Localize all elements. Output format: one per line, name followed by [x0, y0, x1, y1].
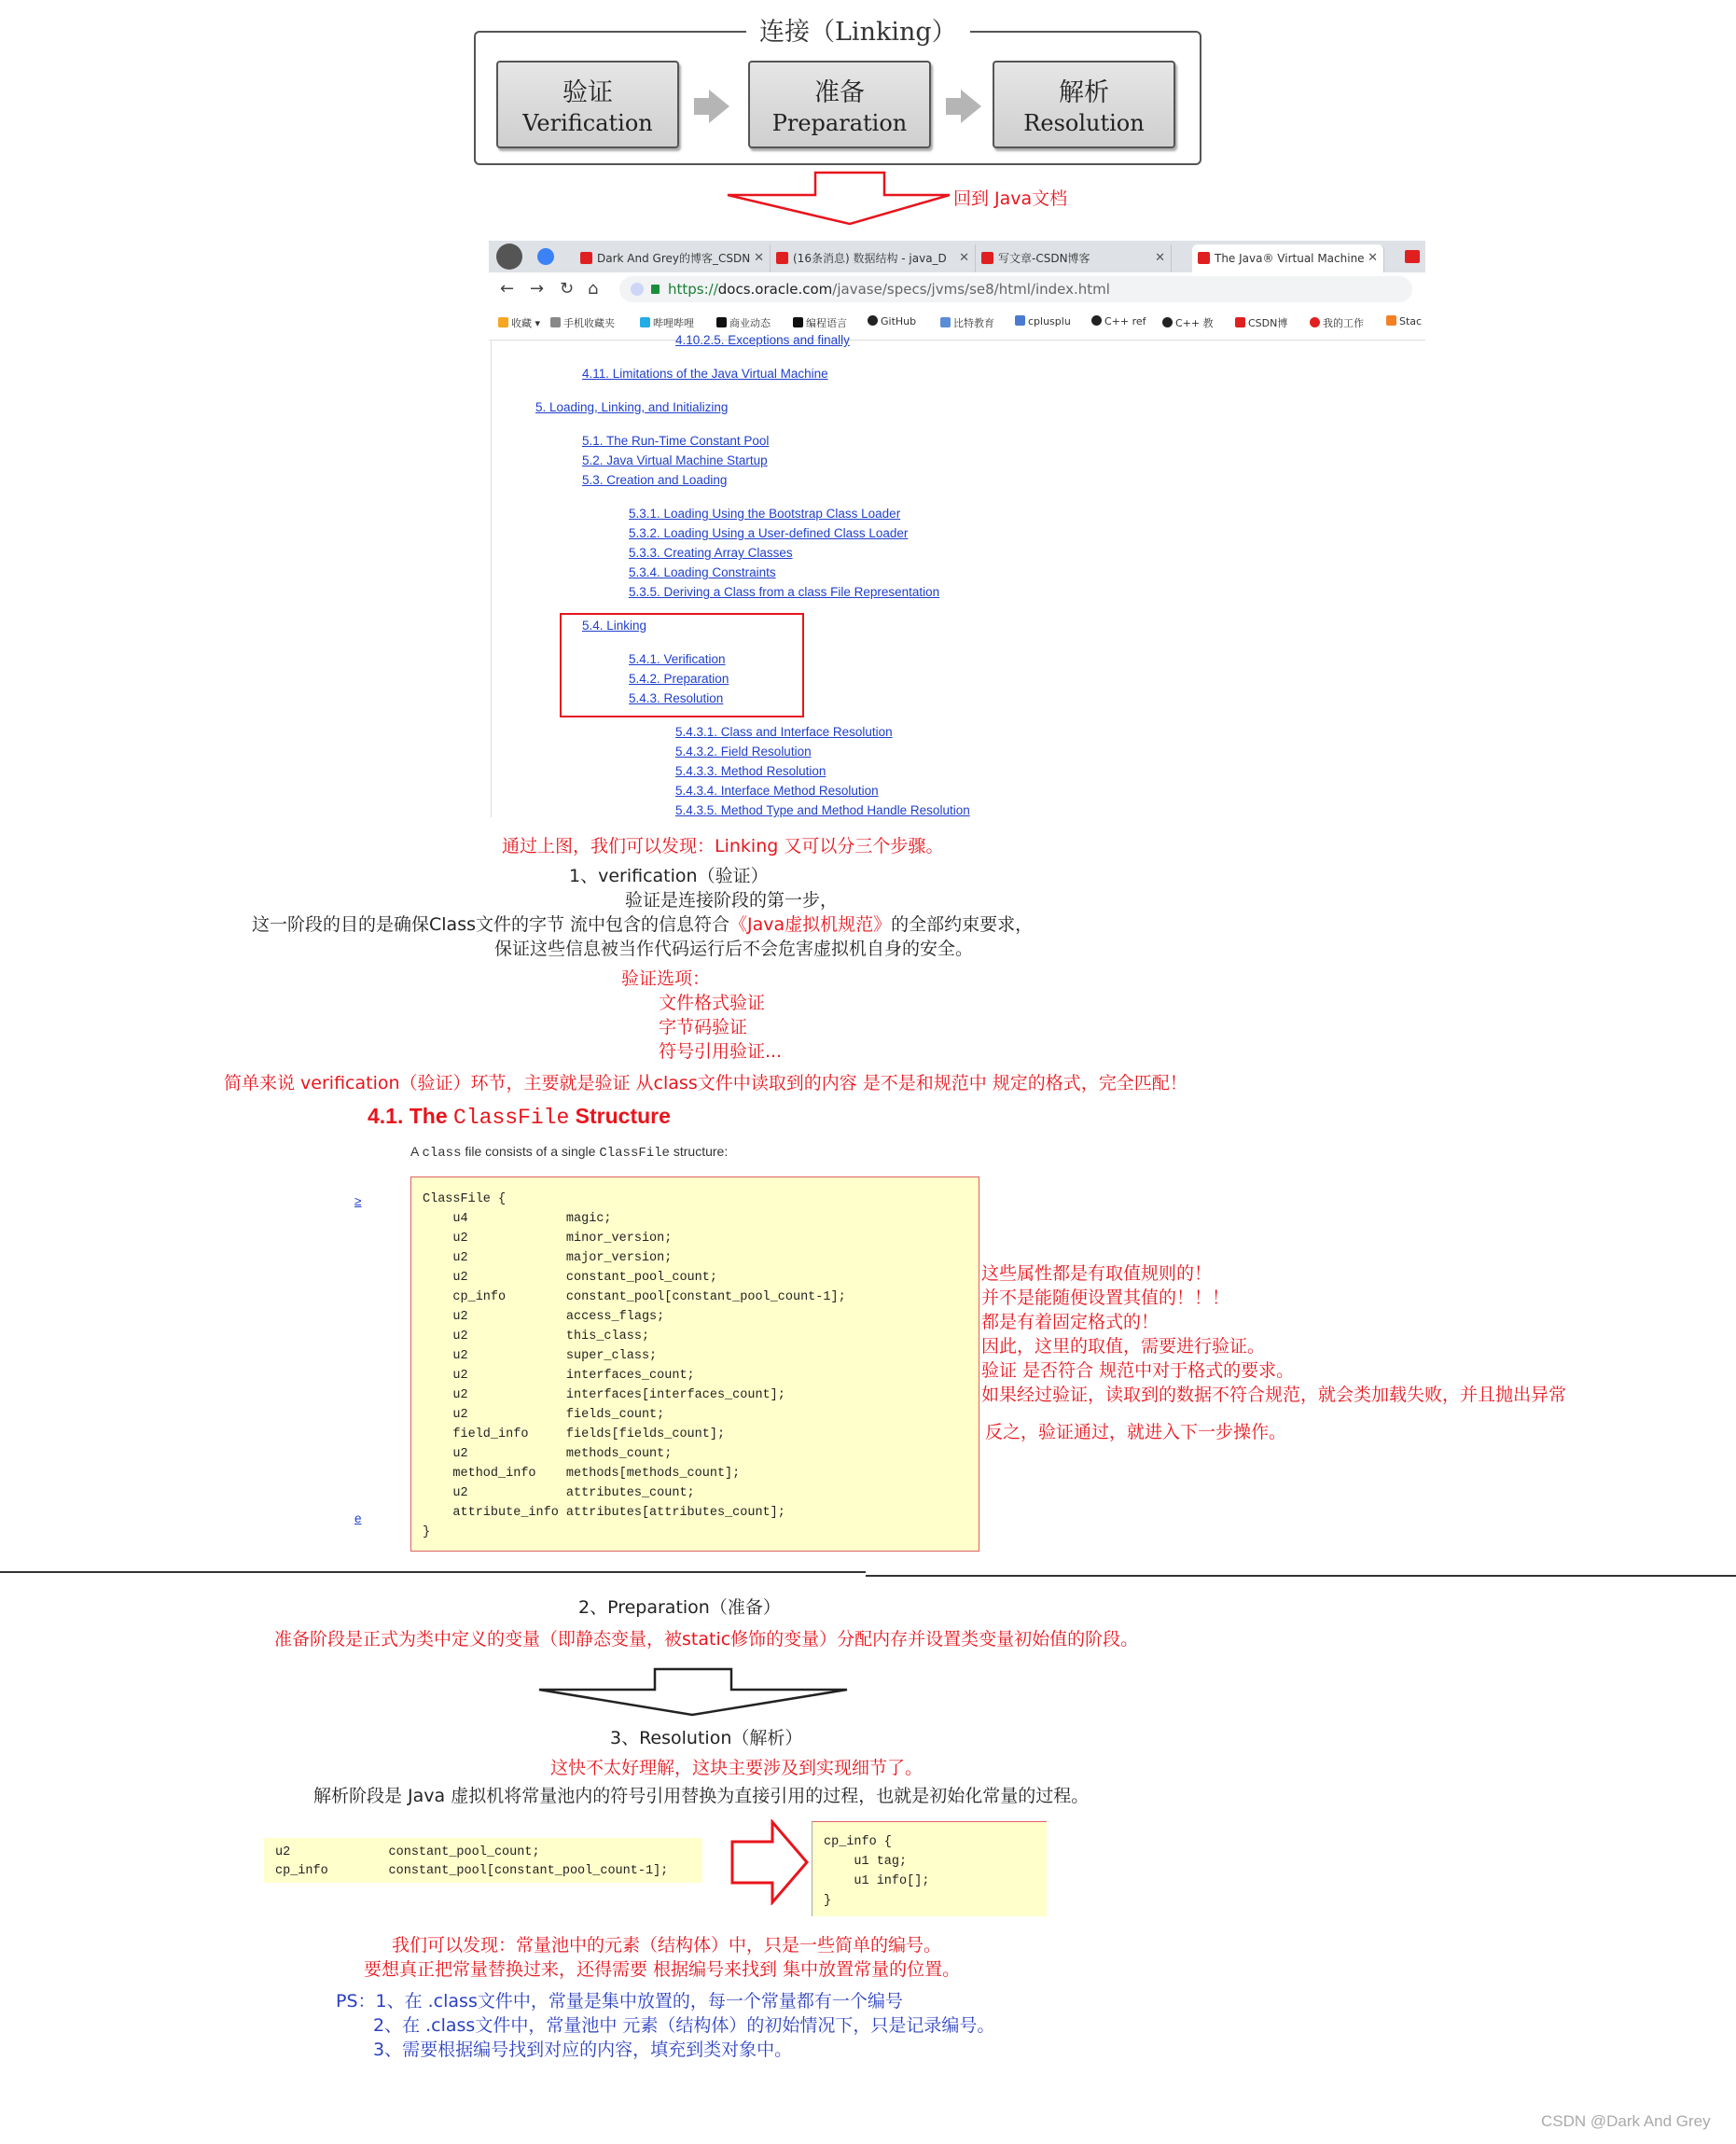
- tab-bar: [489, 241, 1425, 272]
- bookmark-label: 商业动态: [729, 317, 771, 329]
- title-part: 4.1. The: [368, 1104, 454, 1128]
- star-icon: [498, 317, 508, 327]
- toc-link[interactable]: 5.4.3.3. Method Resolution: [675, 764, 826, 778]
- nav-bar: [489, 272, 1425, 306]
- bookmark-label: 收藏: [511, 317, 532, 329]
- section-divider: [0, 1571, 866, 1573]
- code-line: u2 interfaces_count;: [423, 1369, 695, 1383]
- desc-part: A: [410, 1144, 423, 1159]
- bookmark-label: Stac: [1399, 315, 1423, 327]
- toc-link-preparation[interactable]: 5.4.2. Preparation: [629, 672, 729, 686]
- bit-icon: [940, 317, 951, 327]
- back-to-docs-note: 回到 Java文档: [953, 188, 1068, 209]
- oracle-favicon-icon: [1198, 252, 1210, 264]
- bookmark-item[interactable]: [1310, 315, 1364, 330]
- bookmark-item[interactable]: 收藏 ▾: [498, 315, 540, 330]
- toc-link[interactable]: 5.3. Creation and Loading: [582, 473, 728, 487]
- line2-part: 的全部约束要求，: [891, 914, 1034, 935]
- bookmarks-bar: [489, 306, 1425, 341]
- classfile-note: 因此，这里的取值，需要进行验证。: [981, 1336, 1266, 1357]
- stage-arrow-icon: [946, 90, 981, 123]
- desc-part: structure:: [669, 1144, 729, 1159]
- code-line: }: [824, 1894, 832, 1908]
- cppref-icon: [1162, 317, 1173, 327]
- classfile-note: 都是有着固定格式的！: [981, 1312, 1160, 1332]
- bookmark-label: cplusplu: [1028, 315, 1071, 327]
- linking-intro: 通过上图，我们可以发现：Linking 又可以分三个步骤。: [502, 836, 944, 856]
- code-line: field_info fields[fields_count];: [423, 1427, 726, 1441]
- oracle-favicon-icon[interactable]: [1405, 250, 1420, 263]
- bookmark-label: C++ 教: [1175, 317, 1214, 329]
- classfile-section-title: [368, 1104, 671, 1130]
- bookmark-label: 编程语言: [806, 317, 847, 329]
- stage-preparation-en: Preparation: [771, 110, 908, 136]
- csdn-favicon-icon: [580, 252, 592, 264]
- code-line: cp_info constant_pool[constant_pool_count-1];: [423, 1290, 846, 1304]
- ps-note: 2、在 .class文件中，常量池中 元素（结构体）的初始情况下，只是记录编号。: [373, 2015, 995, 2036]
- reload-icon[interactable]: ↻: [560, 279, 575, 299]
- stage-resolution: [993, 61, 1175, 148]
- desc-part: file consists of a single: [461, 1144, 600, 1159]
- toc-link[interactable]: 5.4.3.5. Method Type and Method Handle Resolution: [675, 803, 970, 817]
- bookmark-label: CSDN博: [1248, 317, 1288, 329]
- jvm-spec-ref: 《Java虚拟机规范》: [729, 914, 892, 935]
- ps-note: 3、需要根据编号找到对应的内容，填充到类对象中。: [373, 2040, 793, 2060]
- toc-link[interactable]: 5.3.2. Loading Using a User-defined Class Loader: [629, 526, 909, 540]
- preparation-desc: 准备阶段是正式为类中定义的变量（即静态变量，被static修饰的变量）分配内存并设置类变量初始值的阶段。: [274, 1629, 1139, 1650]
- url-text[interactable]: [668, 281, 1110, 298]
- bookmark-item[interactable]: [1386, 315, 1422, 327]
- toc-link-resolution[interactable]: 5.4.3. Resolution: [629, 691, 724, 705]
- stage-resolution-zh: 解析: [1059, 78, 1109, 107]
- site-info-icon[interactable]: [631, 283, 644, 296]
- toc-link[interactable]: 5.2. Java Virtual Machine Startup: [582, 453, 768, 467]
- close-icon[interactable]: ✕: [1155, 251, 1165, 265]
- section-divider: [866, 1575, 1736, 1577]
- bookmark-label: GitHub: [881, 315, 917, 327]
- resolution-note: 这快不太好理解，这块主要涉及到实现细节了。: [550, 1758, 924, 1778]
- browser-window: [489, 241, 1425, 340]
- bookmark-item[interactable]: [793, 315, 847, 330]
- forward-icon[interactable]: →: [530, 279, 545, 299]
- csdn-icon: [1235, 317, 1245, 327]
- code-icon: [793, 317, 803, 327]
- constant-pool-code: [264, 1838, 702, 1883]
- ps-note: PS：1、在 .class文件中，常量是集中放置的，每一个常量都有一个编号: [336, 1991, 903, 2012]
- code-line: }: [423, 1525, 431, 1539]
- resolution-find2: 要想真正把常量替换过来，还得需要 根据编号来找到 集中放置常量的位置。: [364, 1959, 961, 1980]
- work-icon: [1310, 317, 1320, 327]
- page-edge: [491, 340, 492, 817]
- stage-resolution-en: Resolution: [1023, 110, 1145, 136]
- margin-link[interactable]: ≥: [354, 1194, 362, 1208]
- tab-label: (16条消息) 数据结构 - java_D: [793, 252, 947, 265]
- avatar[interactable]: [496, 244, 522, 270]
- code-line: u2 access_flags;: [423, 1310, 665, 1324]
- toc-link[interactable]: 4.10.2.5. Exceptions and finally: [675, 333, 850, 347]
- code-line: cp_info constant_pool[constant_pool_count-1];: [275, 1864, 669, 1878]
- toc-link[interactable]: 5.3.3. Creating Array Classes: [629, 546, 793, 560]
- folder-icon: [550, 317, 561, 327]
- code-line: u2 constant_pool_count;: [423, 1271, 717, 1285]
- code-line: u2 minor_version;: [423, 1232, 673, 1246]
- url-prefix: https://: [668, 281, 718, 298]
- down-arrow-icon: [535, 1666, 851, 1719]
- options-title: 验证选项：: [621, 968, 711, 989]
- bookmark-item[interactable]: [716, 315, 771, 330]
- tab-write-article[interactable]: [976, 244, 1172, 272]
- classfile-note: 如果经过验证，读取到的数据不符合规范，就会类加载失败，并且抛出异常: [981, 1385, 1567, 1405]
- line2-part: 这一阶段的目的是确保Class文件的字节 流中包含的信息符合: [252, 914, 730, 935]
- cppref-icon: [1091, 315, 1102, 326]
- stage-preparation: [748, 61, 931, 148]
- stage-verification: [496, 61, 679, 148]
- desc-code: class: [422, 1146, 462, 1161]
- code-line: u2 interfaces[interfaces_count];: [423, 1388, 785, 1402]
- down-arrow-icon: [722, 170, 955, 228]
- classfile-note: 反之，验证通过，就进入下一步操作。: [985, 1422, 1287, 1442]
- classfile-code-block: [410, 1176, 979, 1552]
- verification-heading: 1、verification（验证）: [569, 866, 769, 886]
- classfile-note: 验证 是否符合 规范中对于格式的要求。: [981, 1360, 1295, 1381]
- watermark: CSDN @Dark And Grey: [1541, 2112, 1711, 2130]
- bookmark-label: 我的工作: [1323, 317, 1364, 329]
- classfile-note: 并不是能随便设置其值的！！！: [981, 1288, 1230, 1308]
- verification-line2: [252, 911, 1033, 936]
- option-item: 字节码验证: [659, 1017, 748, 1037]
- toc-link[interactable]: 5.1. The Run-Time Constant Pool: [582, 434, 770, 448]
- bookmark-item[interactable]: [1015, 315, 1071, 327]
- close-icon[interactable]: ✕: [1368, 251, 1378, 265]
- title-part: Structure: [569, 1104, 671, 1128]
- bookmark-label: 哔哩哔哩: [653, 317, 694, 329]
- stage-arrow-icon: [694, 90, 729, 123]
- toc-link[interactable]: 5.3.1. Loading Using the Bootstrap Class Loader: [629, 507, 901, 521]
- code-line: u2 constant_pool_count;: [275, 1845, 540, 1859]
- code-line: u2 super_class;: [423, 1349, 658, 1363]
- code-line: u2 major_version;: [423, 1251, 673, 1265]
- toc-link-verification[interactable]: 5.4.1. Verification: [629, 652, 726, 666]
- csdn-favicon-icon: [981, 252, 993, 264]
- code-line: method_info methods[methods_count];: [423, 1467, 741, 1481]
- toc-link-linking[interactable]: 5.4. Linking: [582, 619, 647, 633]
- toc-link[interactable]: 5.4.3.1. Class and Interface Resolution: [675, 725, 893, 739]
- preparation-heading: 2、Preparation（准备）: [578, 1597, 781, 1618]
- bookmark-item[interactable]: [1091, 315, 1146, 327]
- stage-preparation-zh: 准备: [814, 78, 865, 107]
- bookmark-item[interactable]: [940, 315, 994, 330]
- nav-icon[interactable]: [537, 248, 554, 265]
- verification-line3: 保证这些信息被当作代码运行后不会危害虚拟机自身的安全。: [494, 939, 974, 959]
- bookmark-item[interactable]: [550, 315, 615, 330]
- right-arrow-icon: [729, 1819, 810, 1905]
- toc-link[interactable]: 5.3.5. Deriving a Class from a class File Representation: [629, 585, 940, 599]
- news-icon: [716, 317, 727, 327]
- code-line: u2 attributes_count;: [423, 1486, 695, 1500]
- toc-link[interactable]: 5. Loading, Linking, and Initializing: [535, 400, 729, 414]
- code-line: ClassFile {: [423, 1192, 507, 1206]
- back-icon[interactable]: ←: [500, 279, 515, 299]
- verification-summary: 简单来说 verification（验证）环节，主要就是验证 从class文件中读取到的内容 是不是和规范中 规定的格式，完全匹配！: [224, 1073, 1187, 1093]
- option-item: 符号引用验证...: [659, 1041, 783, 1062]
- tab-label: 写文章-CSDN博客: [998, 252, 1090, 265]
- close-icon[interactable]: ✕: [754, 251, 764, 265]
- url-path: /javase/specs/jvms/se8/html/index.html: [832, 281, 1110, 298]
- title-code: ClassFile: [453, 1106, 570, 1130]
- url-host: docs.oracle.com: [717, 281, 833, 298]
- desc-code: ClassFile: [599, 1146, 670, 1161]
- code-line: cp_info {: [824, 1835, 892, 1849]
- cp-info-code: [812, 1821, 1047, 1916]
- bookmark-item[interactable]: [640, 315, 694, 330]
- tab-jvm-spec[interactable]: [1192, 244, 1384, 272]
- bilibili-icon: [640, 317, 650, 327]
- toc-link[interactable]: 5.3.4. Loading Constraints: [629, 565, 776, 579]
- close-icon[interactable]: ✕: [959, 251, 969, 265]
- bookmark-item[interactable]: [868, 315, 916, 327]
- classfile-section-desc: [410, 1144, 728, 1161]
- github-icon: [868, 315, 878, 326]
- code-line: u2 methods_count;: [423, 1447, 673, 1461]
- code-line: u4 magic;: [423, 1212, 612, 1226]
- toc-link[interactable]: 4.11. Limitations of the Java Virtual Machine: [582, 367, 828, 381]
- stage-verification-zh: 验证: [562, 78, 613, 107]
- tab-data-structure[interactable]: [771, 244, 976, 272]
- code-line: u1 tag;: [824, 1855, 908, 1869]
- toc-link[interactable]: 5.4.3.2. Field Resolution: [675, 745, 812, 759]
- code-line: u2 this_class;: [423, 1330, 650, 1343]
- margin-link[interactable]: e: [354, 1511, 362, 1525]
- tab-csdn-blog[interactable]: [575, 244, 771, 272]
- stage-verification-en: Verification: [522, 110, 653, 136]
- home-icon[interactable]: ⌂: [588, 279, 599, 299]
- bookmark-item[interactable]: [1162, 315, 1214, 330]
- stackoverflow-icon: [1386, 315, 1396, 326]
- address-bar[interactable]: [619, 276, 1412, 302]
- bookmark-item[interactable]: [1235, 315, 1287, 330]
- classfile-note: 这些属性都是有取值规则的！: [981, 1263, 1213, 1284]
- code-line: u2 fields_count;: [423, 1408, 665, 1422]
- linking-diagram-title: 连接（Linking）: [746, 11, 970, 48]
- tab-label: The Java® Virtual Machine: [1215, 252, 1365, 265]
- option-item: 文件格式验证: [659, 993, 766, 1013]
- resolution-heading: 3、Resolution（解析）: [610, 1728, 803, 1748]
- resolution-find1: 我们可以发现：常量池中的元素（结构体）中，只是一些简单的编号。: [392, 1935, 942, 1956]
- verification-line1: 验证是连接阶段的第一步，: [625, 890, 839, 911]
- tab-label: Dark And Grey的博客_CSDN: [597, 252, 751, 265]
- bookmark-label: C++ ref: [1104, 315, 1146, 327]
- bookmark-label: 比特教育: [953, 317, 994, 329]
- bookmark-label: 手机收藏夹: [563, 317, 615, 329]
- toc-link[interactable]: 5.4.3.4. Interface Method Resolution: [675, 784, 879, 798]
- cplusplus-icon: [1015, 315, 1025, 326]
- csdn-favicon-icon: [776, 252, 788, 264]
- code-line: u1 info[];: [824, 1874, 930, 1888]
- resolution-desc: 解析阶段是 Java 虚拟机将常量池内的符号引用替换为直接引用的过程，也就是初始化常量的过程。: [313, 1786, 1090, 1806]
- code-line: attribute_info attributes[attributes_count];: [423, 1506, 785, 1520]
- lock-icon: [651, 285, 660, 294]
